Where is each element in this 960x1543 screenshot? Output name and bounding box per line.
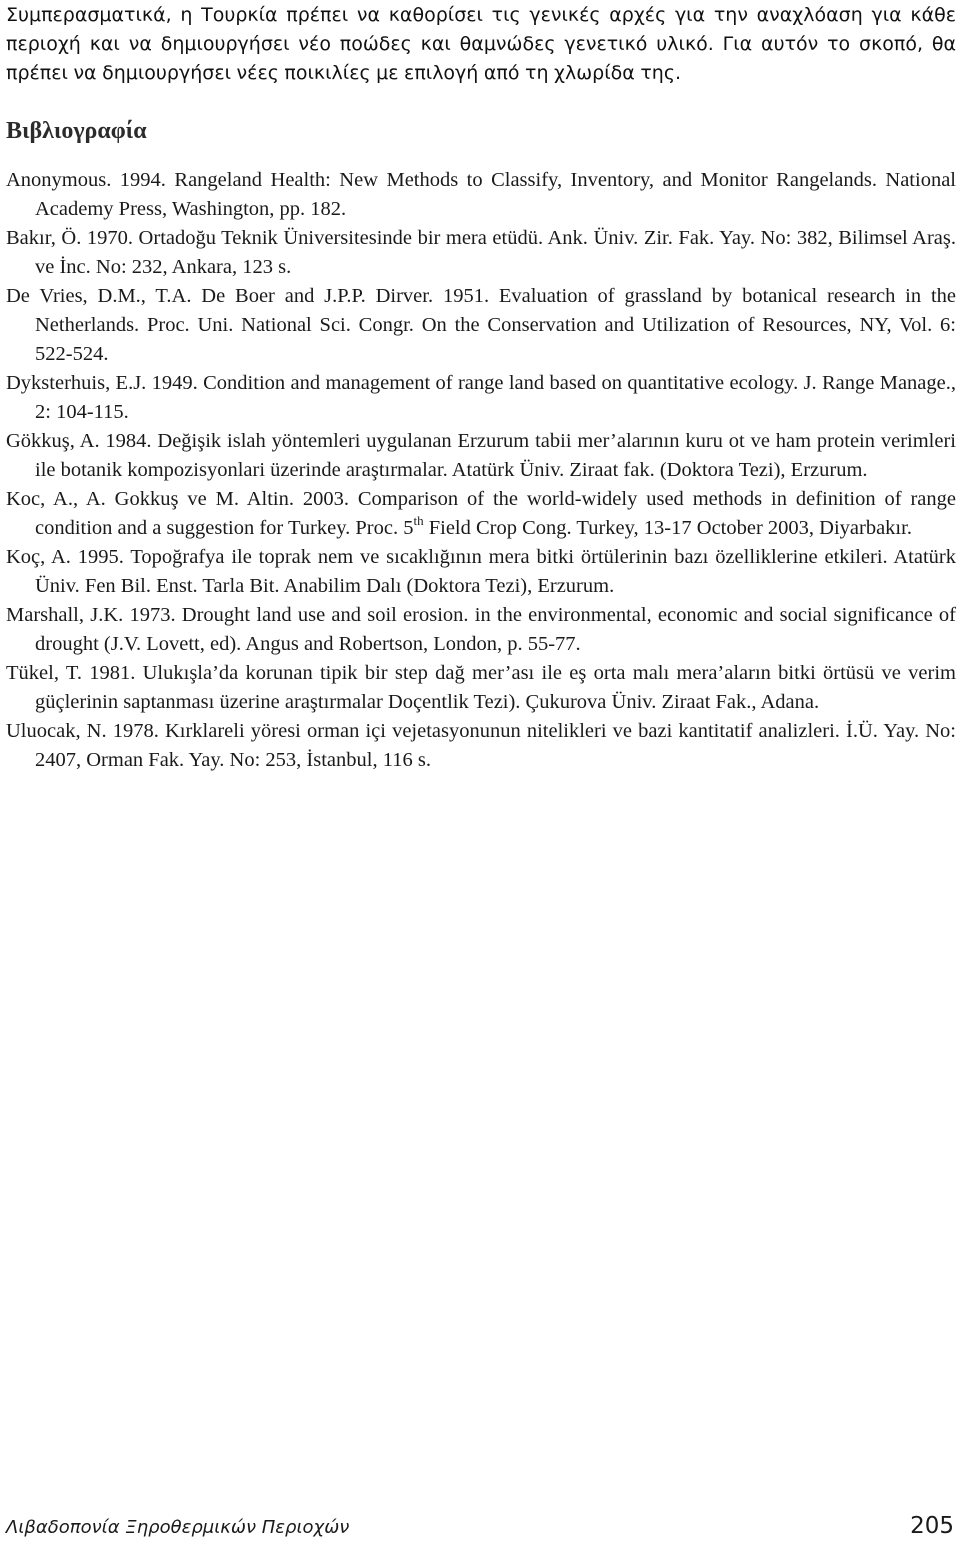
reference-text-part: Koc, A., A. Gokkuş ve M. Altin. 2003. Comparison of the world-widely used methods in definition of range condition and a suggestion for Turkey. Proc. 5 [6,488,956,539]
reference-item: Tükel, T. 1981. Ulukışla’da korunan tipik bir step dağ mer’ası ile eş orta malı mera’aların bitki örtüsü ve verim güçlerinin saptanması üzerine araştırmalar Doçentlik Tezi). Çukurova Üniv. Ziraat Fak., Adana. [6,662,956,713]
bibliography-heading: Βιβλιογραφία [6,118,147,144]
reference-text-part: Field Crop Cong. Turkey, 13-17 October 2003, Diyarbakır. [423,517,912,539]
reference-item: Gökkuş, A. 1984. Değişik islah yöntemleri uygulanan Erzurum tabii mer’alarının kuru ot ve ham protein verimleri ile botanik kompozisyonlari üzerinde araştırmalar. Atatürk Üniv. Ziraat fak. (Doktora Tezi), Erzurum. [6,430,956,481]
ordinal-superscript: th [413,513,424,528]
reference-list [6,166,956,775]
reference-item [6,485,956,543]
page-footer [6,1515,954,1543]
reference-item: Koç, A. 1995. Topoğrafya ile toprak nem ve sıcaklığının mera bitki örtülerinin bazı özelliklerine etkileri. Atatürk Üniv. Fen Bil. Enst. Tarla Bit. Anabilim Dalı (Doktora Tezi), Erzurum. [6,546,956,597]
page-number: 205 [910,1513,954,1539]
reference-item: Marshall, J.K. 1973. Drought land use and soil erosion. in the environmental, economic and social significance of drought (J.V. Lovett, ed). Angus and Robertson, London, p. 55-77. [6,604,956,655]
reference-item: Uluocak, N. 1978. Kırklareli yöresi orman içi vejetasyonunun nitelikleri ve bazi kantitatif analizleri. İ.Ü. Yay. No: 2407, Orman Fak. Yay. No: 253, İstanbul, 116 s. [6,720,956,771]
reference-item: Dyksterhuis, E.J. 1949. Condition and management of range land based on quantitative ecology. J. Range Manage., 2: 104-115. [6,372,956,423]
intro-paragraph: Συμπερασματικά, η Τουρκία πρέπει να καθορίσει τις γενικές αρχές για την αναχλόαση για κάθε περιοχή και να δημιουργήσει νέο ποώδες και θαμνώδες γενετικό υλικό. Για αυτόν το σκοπό, θα πρέπει να δημιουργήσει νέες ποικιλίες με επιλογή από τη χλωρίδα της. [6,4,956,84]
reference-item: Anonymous. 1994. Rangeland Health: New Methods to Classify, Inventory, and Monitor Rangelands. National Academy Press, Washington, pp. 182. [6,169,956,220]
reference-item: Bakır, Ö. 1970. Ortadoğu Teknik Üniversitesinde bir mera etüdü. Ank. Üniv. Zir. Fak. Yay. No: 382, Bilimsel Araş. ve İnc. No: 232, Ankara, 123 s. [6,227,956,278]
footer-title: Λιβαδοπονία Ξηροθερμικών Περιοχών [6,1517,350,1538]
reference-item: De Vries, D.M., T.A. De Boer and J.P.P. Dirver. 1951. Evaluation of grassland by botanical research in the Netherlands. Proc. Uni. National Sci. Congr. On the Conservation and Utilization of Resources, NY, Vol. 6: 522-524. [6,285,956,365]
document-page [6,0,956,775]
